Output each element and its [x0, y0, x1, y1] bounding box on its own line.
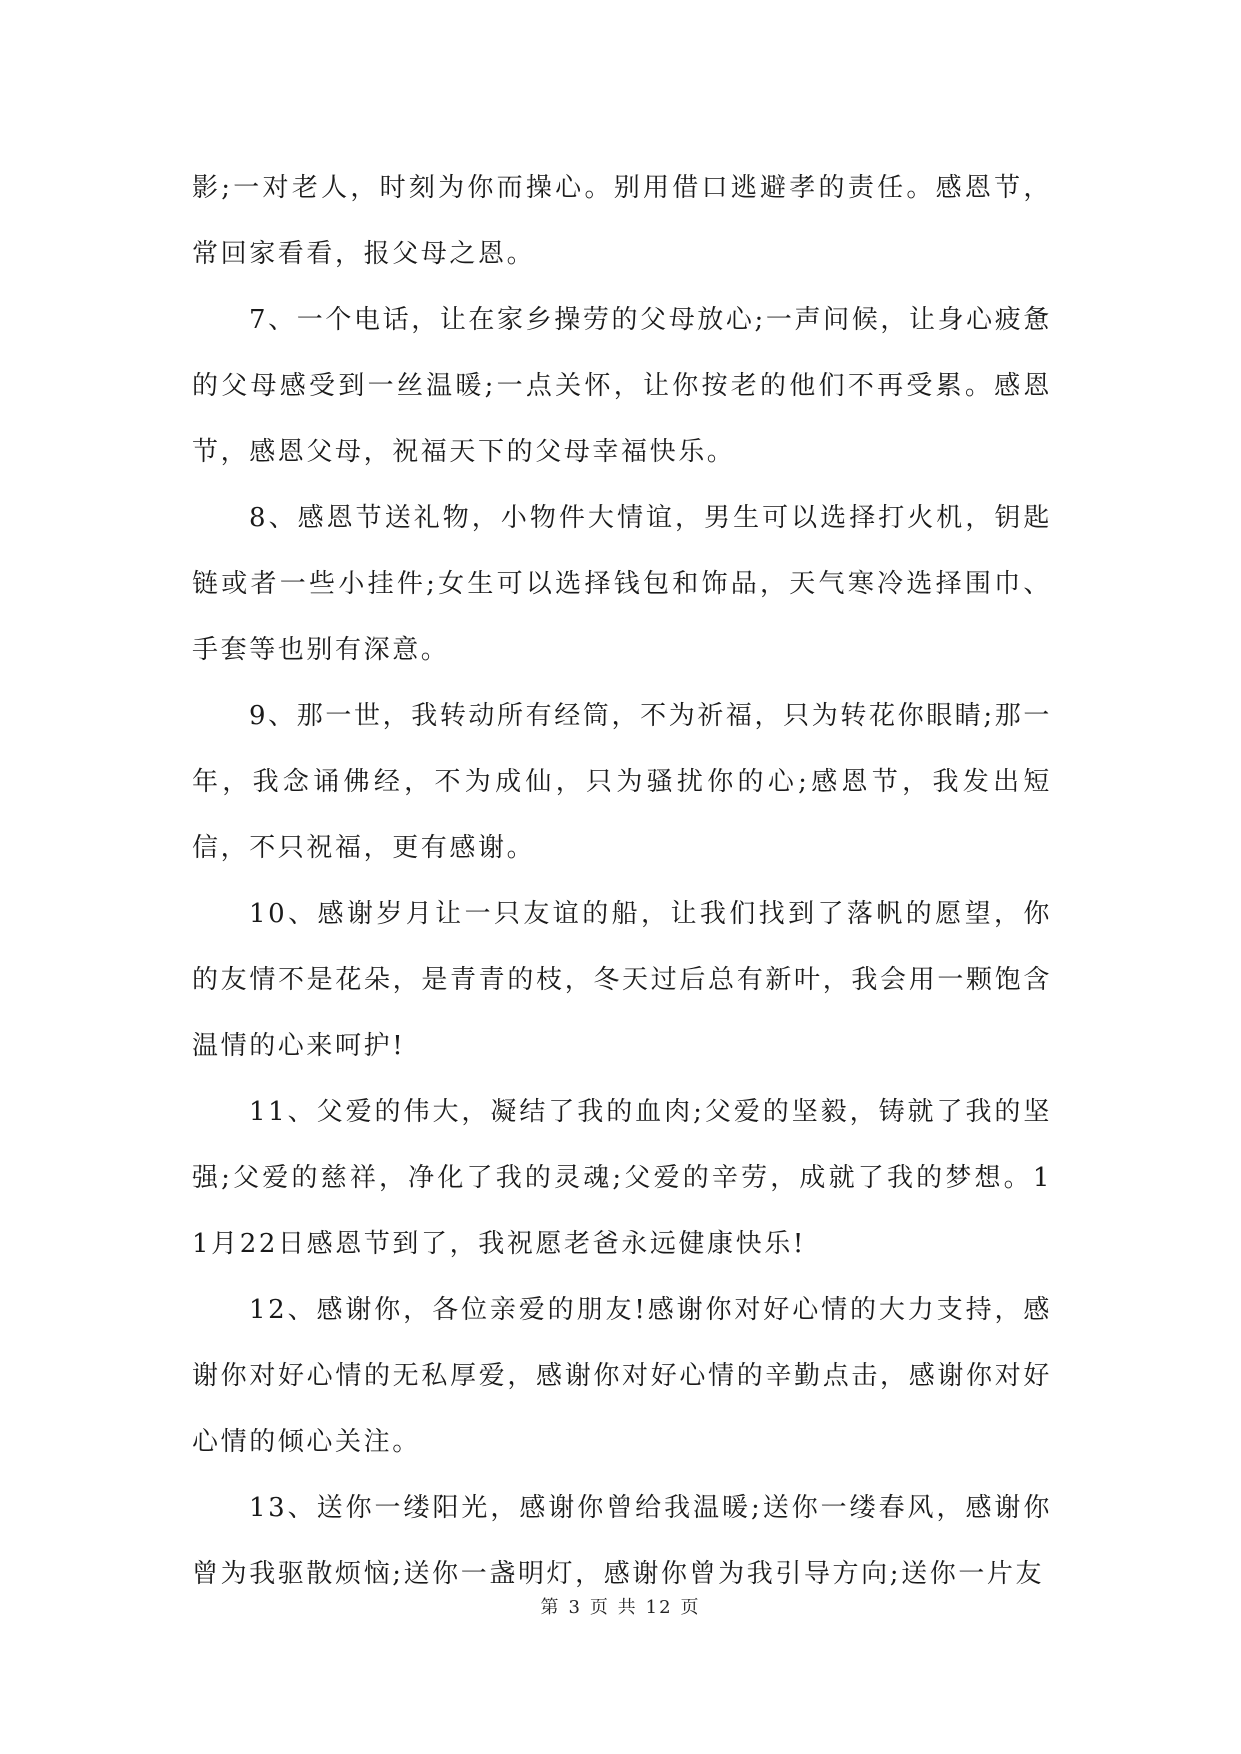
footer-middle: 页 共 — [589, 1597, 638, 1618]
paragraph-9: 9、那一世，我转动所有经筒，不为祈福，只为转花你眼睛;那一年，我念诵佛经，不为成仙，只为骚扰你的心;感恩节，我发出短信，不只祝福，更有感谢。 — [192, 701, 1052, 863]
footer-suffix: 页 — [680, 1597, 701, 1618]
page-footer — [0, 1593, 1241, 1619]
footer-prefix: 第 — [540, 1597, 561, 1618]
paragraph-8: 8、感恩节送礼物，小物件大情谊，男生可以选择打火机，钥匙链或者一些小挂件;女生可以选择钱包和饰品，天气寒冷选择围巾、手套等也别有深意。 — [192, 503, 1052, 665]
paragraph-7: 7、一个电话，让在家乡操劳的父母放心;一声问候，让身心疲惫的父母感受到一丝温暖;一点关怀，让你按老的他们不再受累。感恩节，感恩父母，祝福天下的父母幸福快乐。 — [192, 305, 1052, 467]
footer-total-pages: 12 — [645, 1597, 673, 1618]
paragraph-12: 12、感谢你，各位亲爱的朋友!感谢你对好心情的大力支持，感谢你对好心情的无私厚爱，感谢你对好心情的辛勤点击，感谢你对好心情的倾心关注。 — [192, 1295, 1052, 1457]
paragraph-10: 10、感谢岁月让一只友谊的船，让我们找到了落帆的愿望，你的友情不是花朵，是青青的枝，冬天过后总有新叶，我会用一颗饱含温情的心来呵护! — [192, 899, 1052, 1061]
document-body — [192, 155, 1052, 1607]
paragraph-11: 11、父爱的伟大，凝结了我的血肉;父爱的坚毅，铸就了我的坚强;父爱的慈祥，净化了我的灵魂;父爱的辛劳，成就了我的梦想。11月22日感恩节到了，我祝愿老爸永远健康快乐! — [192, 1097, 1052, 1259]
paragraph-13: 13、送你一缕阳光，感谢你曾给我温暖;送你一缕春风，感谢你曾为我驱散烦恼;送你一盏明灯，感谢你曾为我引导方向;送你一片友 — [192, 1493, 1052, 1589]
paragraph-continued: 影;一对老人，时刻为你而操心。别用借口逃避孝的责任。感恩节，常回家看看，报父母之恩。 — [192, 173, 1052, 269]
footer-current-page: 3 — [568, 1597, 582, 1618]
